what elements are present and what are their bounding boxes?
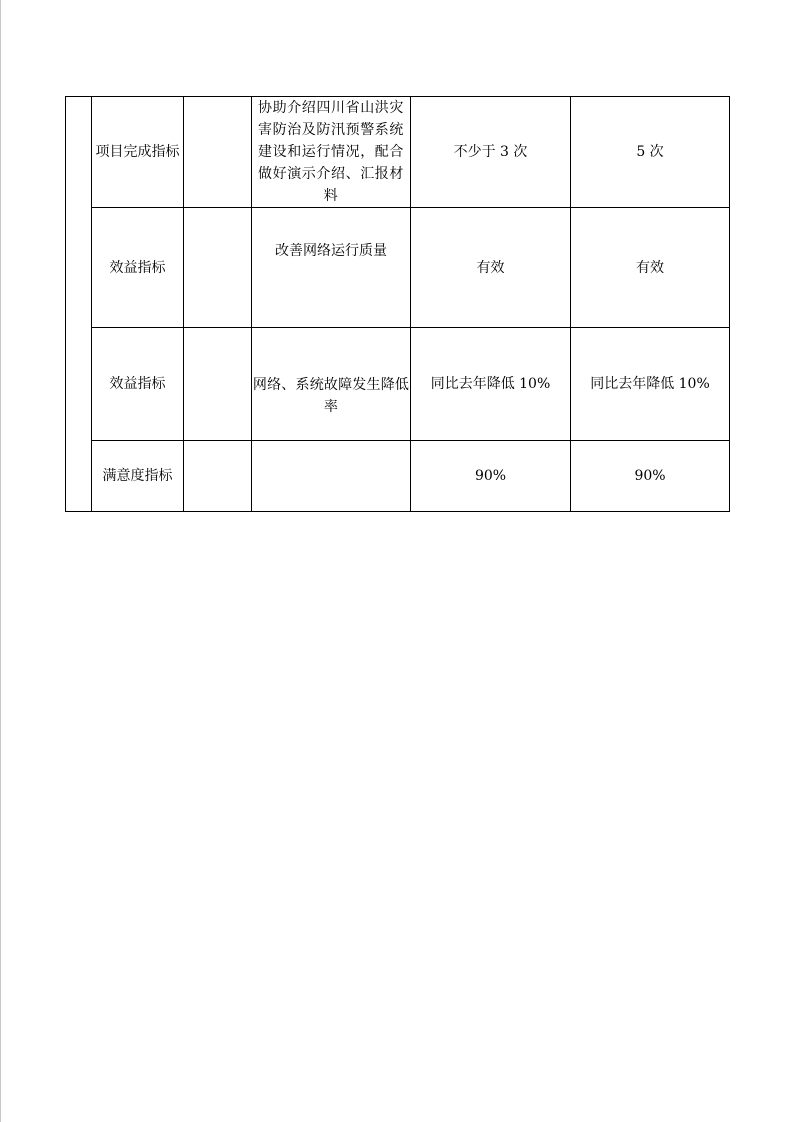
blank-cell: [184, 97, 252, 208]
indicator-cell: 效益指标: [92, 328, 184, 441]
actual-value-cell: 5 次: [571, 97, 730, 208]
merged-category-cell: [66, 97, 92, 512]
indicator-cell: 项目完成指标: [92, 97, 184, 208]
description-cell: [252, 441, 411, 512]
table-row: [66, 441, 730, 512]
actual-value-cell: 同比去年降低 10%: [571, 328, 730, 441]
table-row: [66, 328, 730, 441]
blank-cell: [184, 328, 252, 441]
description-cell: 网络、系统故障发生降低率: [252, 328, 411, 441]
performance-indicator-table: [65, 96, 730, 512]
table-row: [66, 97, 730, 208]
actual-value-cell: 有效: [571, 208, 730, 328]
annual-target-cell: 不少于 3 次: [411, 97, 571, 208]
indicator-cell: 满意度指标: [92, 441, 184, 512]
indicator-cell: 效益指标: [92, 208, 184, 328]
description-cell: 改善网络运行质量: [252, 208, 411, 328]
annual-target-cell: 有效: [411, 208, 571, 328]
blank-cell: [184, 441, 252, 512]
actual-value-cell: 90%: [571, 441, 730, 512]
page-edge-line: [0, 0, 1, 1122]
blank-cell: [184, 208, 252, 328]
annual-target-cell: 同比去年降低 10%: [411, 328, 571, 441]
description-cell: 协助介绍四川省山洪灾害防治及防汛预警系统建设和运行情况，配合做好演示介绍、汇报材料: [252, 97, 411, 208]
annual-target-cell: 90%: [411, 441, 571, 512]
table-row: [66, 208, 730, 328]
